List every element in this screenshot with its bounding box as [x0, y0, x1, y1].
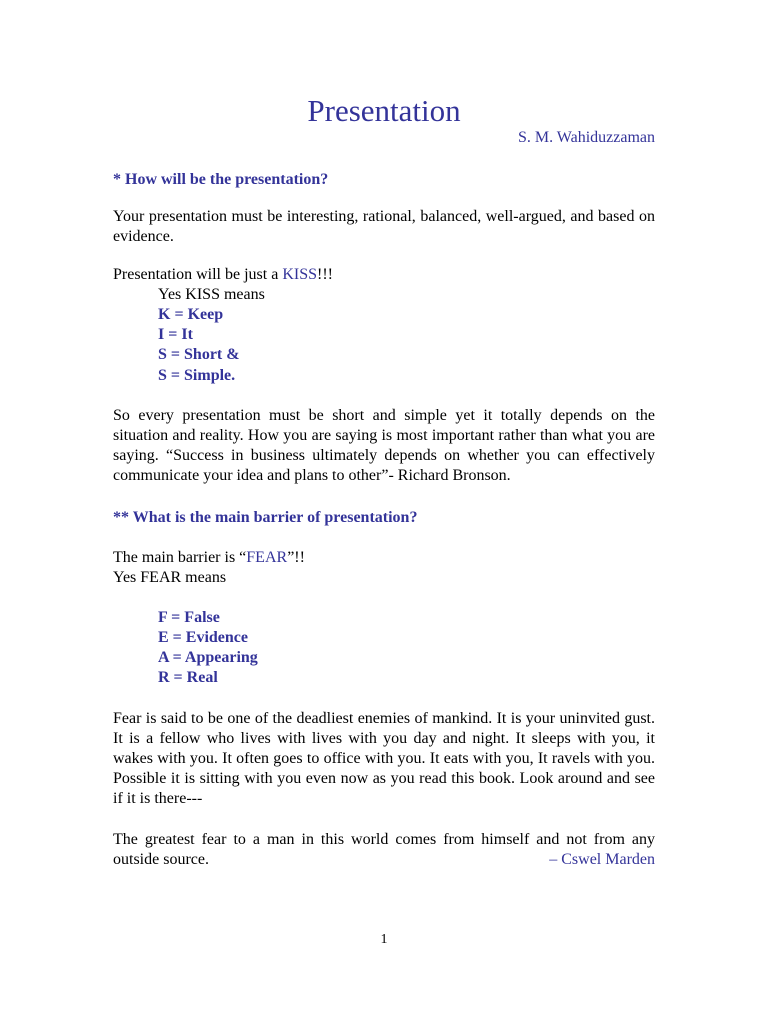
fear-item: A = Appearing [158, 649, 258, 666]
section-heading-1: * How will be the presentation? [113, 171, 329, 188]
closing-quote [113, 830, 655, 870]
fear-item: E = Evidence [158, 629, 249, 646]
fear-intro-line [113, 548, 655, 568]
kiss-word: KISS [282, 266, 317, 283]
fear-intro-prefix: The main barrier is “ [113, 549, 247, 566]
kiss-item: S = Short & [158, 346, 240, 363]
document-page [113, 0, 655, 947]
kiss-intro-line [113, 265, 655, 285]
fear-item: F = False [158, 609, 220, 626]
kiss-item: I = It [158, 326, 193, 343]
kiss-item: S = Simple. [158, 367, 236, 384]
kiss-intro-prefix: Presentation will be just a [113, 266, 283, 283]
paragraph-fear: Fear is said to be one of the deadliest enemies of mankind. It is your uninvited gust. It is a fellow who lives with lives with you day and night. It sleeps with you, it wakes with you. It often goes to office with you. It eats with you, It ravels with you. Possible it is sitting with you even now as you read this book. Look around and see if it is there--- [113, 710, 655, 807]
fear-item: R = Real [158, 669, 218, 686]
paragraph-short-simple: So every presentation must be short and simple yet it totally depends on the situation and reality. How you are saying is most important rather than what you are saying. “Success in business ultimately depends on whether you can effectively communicate your idea and plans to other”- Richard Bronson. [113, 407, 655, 484]
kiss-means-line: Yes KISS means [158, 286, 265, 303]
document-title: Presentation [307, 93, 461, 128]
fear-word: FEAR [246, 549, 288, 566]
quote-text: The greatest fear to a man in this world comes from himself and not from any outside source. [113, 831, 655, 868]
section-heading-2: ** What is the main barrier of presentation? [113, 509, 418, 526]
fear-intro-suffix: ”!! [287, 549, 305, 566]
paragraph-intro: Your presentation must be interesting, rational, balanced, well-argued, and based on evidence. [113, 208, 655, 245]
author-name: S. M. Wahiduzzaman [517, 129, 655, 146]
page-number: 1 [380, 932, 388, 947]
kiss-intro-suffix: !!! [317, 266, 333, 283]
kiss-item: K = Keep [158, 306, 224, 323]
fear-means-line: Yes FEAR means [113, 569, 227, 586]
quote-author: – Cswel Marden [549, 851, 655, 868]
